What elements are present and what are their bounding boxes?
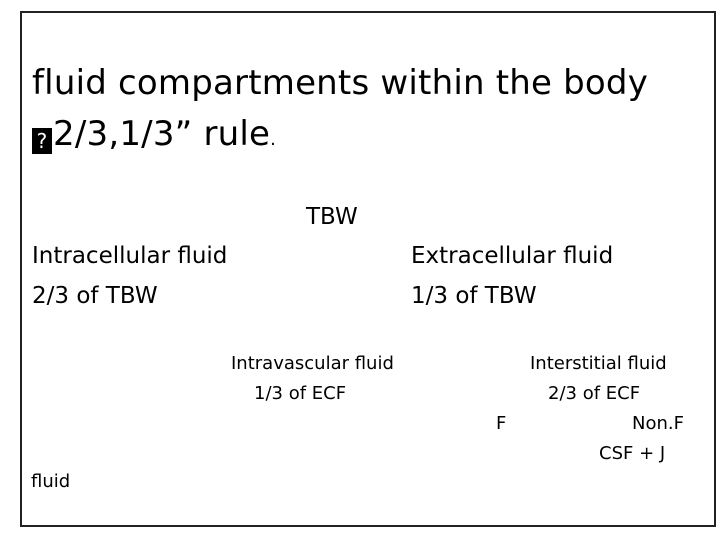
title-period: . bbox=[270, 129, 277, 150]
missing-glyph-icon: ? bbox=[32, 128, 52, 154]
interstitial-label: Interstitial fluid bbox=[530, 353, 667, 374]
intravascular-fraction: 1/3 of ECF bbox=[254, 383, 347, 404]
extracellular-label: Extracellular fluid bbox=[411, 243, 614, 269]
intravascular-label: Intravascular fluid bbox=[231, 353, 394, 374]
interstitial-fraction: 2/3 of ECF bbox=[548, 383, 641, 404]
intracellular-fraction: 2/3 of TBW bbox=[32, 283, 158, 309]
csf-label: CSF + J bbox=[599, 443, 666, 464]
intracellular-label: Intracellular fluid bbox=[32, 243, 228, 269]
f-label: F bbox=[496, 413, 507, 434]
nonf-label: Non.F bbox=[632, 413, 684, 434]
title-line-2 bbox=[32, 114, 277, 154]
rule-text: 2/3,1/3” rule bbox=[53, 114, 271, 154]
title-line-1: fluid compartments within the body bbox=[32, 63, 649, 103]
extracellular-fraction: 1/3 of TBW bbox=[411, 283, 537, 309]
tbw-label: TBW bbox=[306, 204, 358, 230]
fluid-label: fluid bbox=[31, 471, 71, 492]
